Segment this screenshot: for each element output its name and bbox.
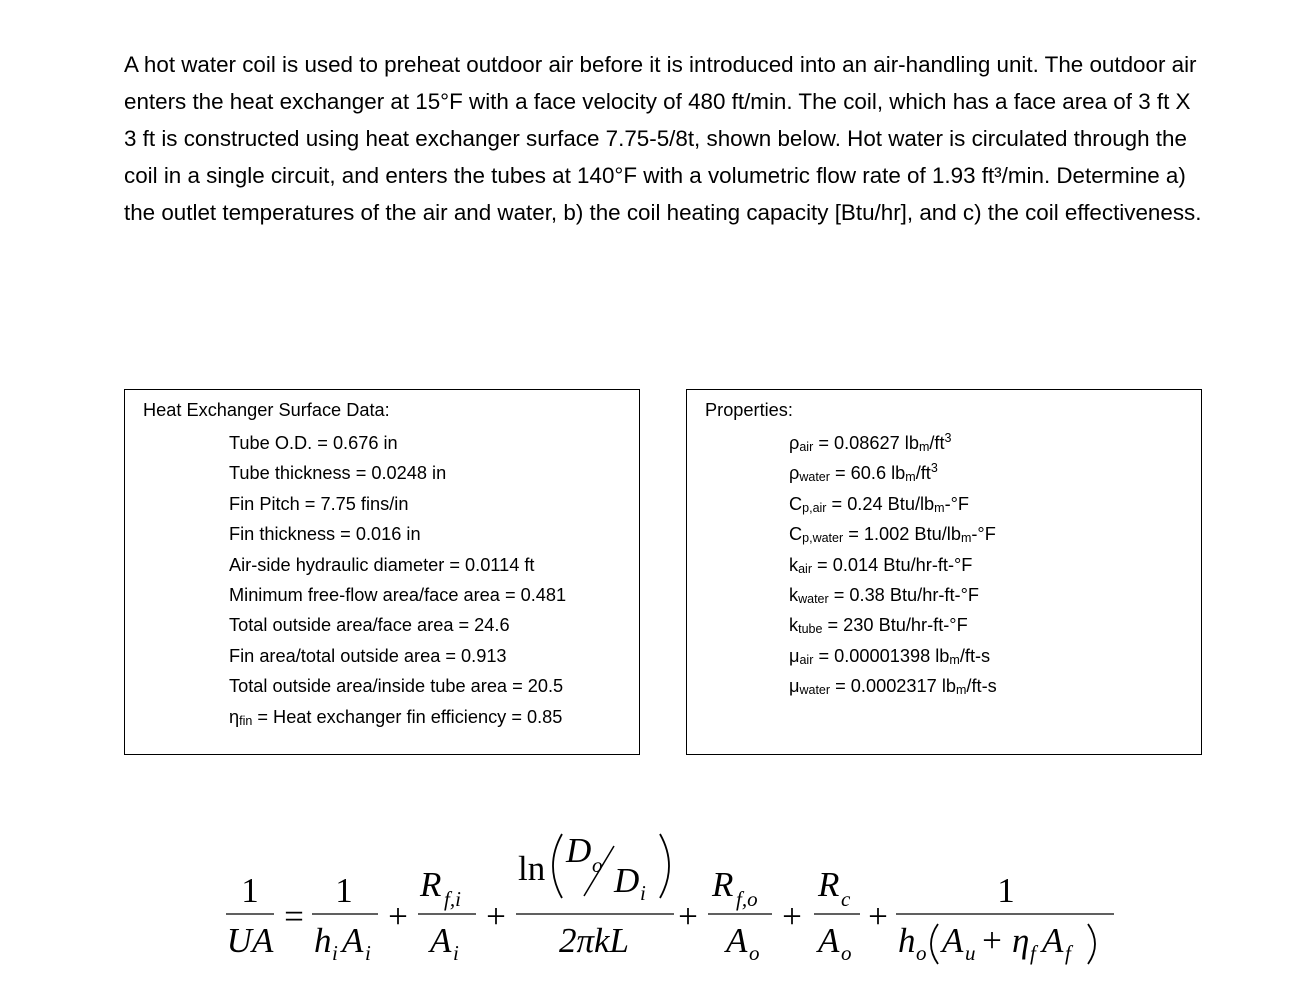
term3-ln: ln bbox=[518, 849, 546, 888]
plus-sign-3: + bbox=[678, 897, 698, 936]
surface-item-tube-od: Tube O.D. = 0.676 in bbox=[229, 433, 398, 453]
prop-rho-water: $\rho_{water} = 60.6$ $lb_m/ft^3$ bbox=[789, 461, 938, 485]
surface-item-fin-pitch: Fin Pitch = 7.75 fins/in bbox=[229, 493, 409, 514]
term3-right-paren bbox=[660, 834, 669, 898]
surface-item-fin-efficiency: $\eta_{fin}$ = Heat exchanger fin efficiency = 0.85 bbox=[229, 706, 563, 728]
prop-mu-water: $\mu_{water} = 0.0002317$ $lb_m/ft-s$ bbox=[789, 676, 997, 698]
term6-A-u: A bbox=[942, 921, 964, 960]
term5-R-subscript: c bbox=[841, 887, 851, 911]
surface-data-list bbox=[229, 428, 566, 732]
term6-left-paren bbox=[931, 924, 938, 964]
term6-A-f: A bbox=[1042, 921, 1064, 960]
term3-D-outer: D bbox=[566, 831, 592, 870]
term2-A: A bbox=[430, 921, 452, 960]
term1-numerator: 1 bbox=[335, 871, 353, 910]
plus-sign-2: + bbox=[486, 897, 506, 936]
term5-A: A bbox=[818, 921, 840, 960]
term3-denominator: 2πkL bbox=[558, 921, 630, 960]
surface-data-title: Heat Exchanger Surface Data: bbox=[143, 400, 390, 420]
term2-A-subscript: i bbox=[453, 941, 459, 965]
properties-list bbox=[789, 428, 997, 702]
term1-A: A bbox=[342, 921, 364, 960]
term6-plus: + bbox=[982, 921, 1002, 960]
properties-box bbox=[686, 389, 1202, 755]
term6-A-f-subscript: f bbox=[1065, 941, 1071, 965]
equation-svg bbox=[222, 820, 1122, 992]
overall-conductance-equation bbox=[222, 820, 1122, 992]
equals-sign: = bbox=[284, 897, 304, 936]
term3-Di-subscript: i bbox=[640, 881, 646, 905]
lhs-denominator: UA bbox=[226, 921, 274, 960]
term5-R: R bbox=[818, 865, 840, 904]
prop-k-water: $k_{water} = 0.38$ Btu/hr-ft-°F bbox=[789, 584, 979, 606]
prop-k-air: $k_{air} = 0.014$ Btu/hr-ft-°F bbox=[789, 554, 973, 576]
term3-left-paren bbox=[553, 834, 562, 898]
term4-A-subscript: o bbox=[749, 941, 760, 965]
term6-right-paren bbox=[1088, 924, 1095, 964]
term6-h-subscript: o bbox=[916, 941, 927, 965]
term6-numerator: 1 bbox=[997, 871, 1015, 910]
term6-h: h bbox=[898, 921, 916, 960]
term2-R-subscript: f,i bbox=[444, 887, 461, 911]
term1-h: h bbox=[314, 921, 332, 960]
surface-item-fin-area-ratio: Fin area/total outside area = 0.913 bbox=[229, 645, 507, 666]
surface-item-outside-inside-ratio: Total outside area/inside tube area = 20.5 bbox=[229, 676, 564, 697]
term3-D-inner: D bbox=[614, 861, 640, 900]
surface-data-box bbox=[124, 389, 640, 755]
prop-cp-air: $C_{p,air} = 0.24$ Btu/$lb_m-^\circ F$ bbox=[789, 493, 970, 515]
term2-R: R bbox=[420, 865, 442, 904]
term1-h-subscript: i bbox=[332, 941, 338, 965]
prop-cp-water: $C_{p,water} = 1.002$ Btu/$lb_m-^\circ F$ bbox=[789, 524, 996, 546]
plus-sign-5: + bbox=[868, 897, 888, 936]
surface-item-hydraulic-diameter: Air-side hydraulic diameter = 0.0114 ft bbox=[229, 554, 535, 575]
plus-sign-1: + bbox=[388, 897, 408, 936]
problem-statement: A hot water coil is used to preheat outdoor air before it is introduced into an air-handling unit. The outdoor air enters the heat exchanger at 15°F with a face velocity of 480 ft/min. The coil, which has a face area of 3 ft X 3 ft is constructed using heat exchanger surface 7.75-5/8t, shown below. Hot water is circulated through the coil in a single circuit, and enters the tubes at 140°F with a volumetric flow rate of 1.93 ft³/min. Determine a) the outlet temperatures of the air and water, b) the coil heating capacity [Btu/hr], and c) the coil effectiveness. bbox=[124, 52, 1202, 225]
term4-R-subscript: f,o bbox=[736, 887, 758, 911]
term4-A: A bbox=[726, 921, 748, 960]
prop-k-tube: $k_{tube} = 230$ Btu/hr-ft-°F bbox=[789, 615, 968, 637]
term3-Do-subscript: o bbox=[592, 853, 603, 877]
term4-R: R bbox=[712, 865, 734, 904]
plus-sign-4: + bbox=[782, 897, 802, 936]
surface-item-outside-face-ratio: Total outside area/face area = 24.6 bbox=[229, 615, 510, 636]
term5-A-subscript: o bbox=[841, 941, 852, 965]
surface-item-free-flow-ratio: Minimum free-flow area/face area = 0.481 bbox=[229, 584, 567, 605]
prop-mu-air: $\mu_{air} = 0.00001398$ $lb_m/ft-s$ bbox=[789, 645, 991, 667]
term6-eta: η bbox=[1012, 921, 1030, 960]
term1-A-subscript: i bbox=[365, 941, 371, 965]
lhs-numerator: 1 bbox=[241, 871, 259, 910]
term6-A-u-subscript: u bbox=[965, 941, 976, 965]
surface-item-fin-thickness: Fin thickness = 0.016 in bbox=[229, 524, 421, 545]
term6-eta-subscript: f bbox=[1030, 941, 1036, 965]
prop-rho-air: $\rho_{air} = 0.08627$ $lb_m/ft^3$ bbox=[789, 431, 952, 454]
surface-item-tube-thickness: Tube thickness = 0.0248 in bbox=[229, 463, 447, 484]
properties-title: Properties: bbox=[705, 400, 793, 420]
